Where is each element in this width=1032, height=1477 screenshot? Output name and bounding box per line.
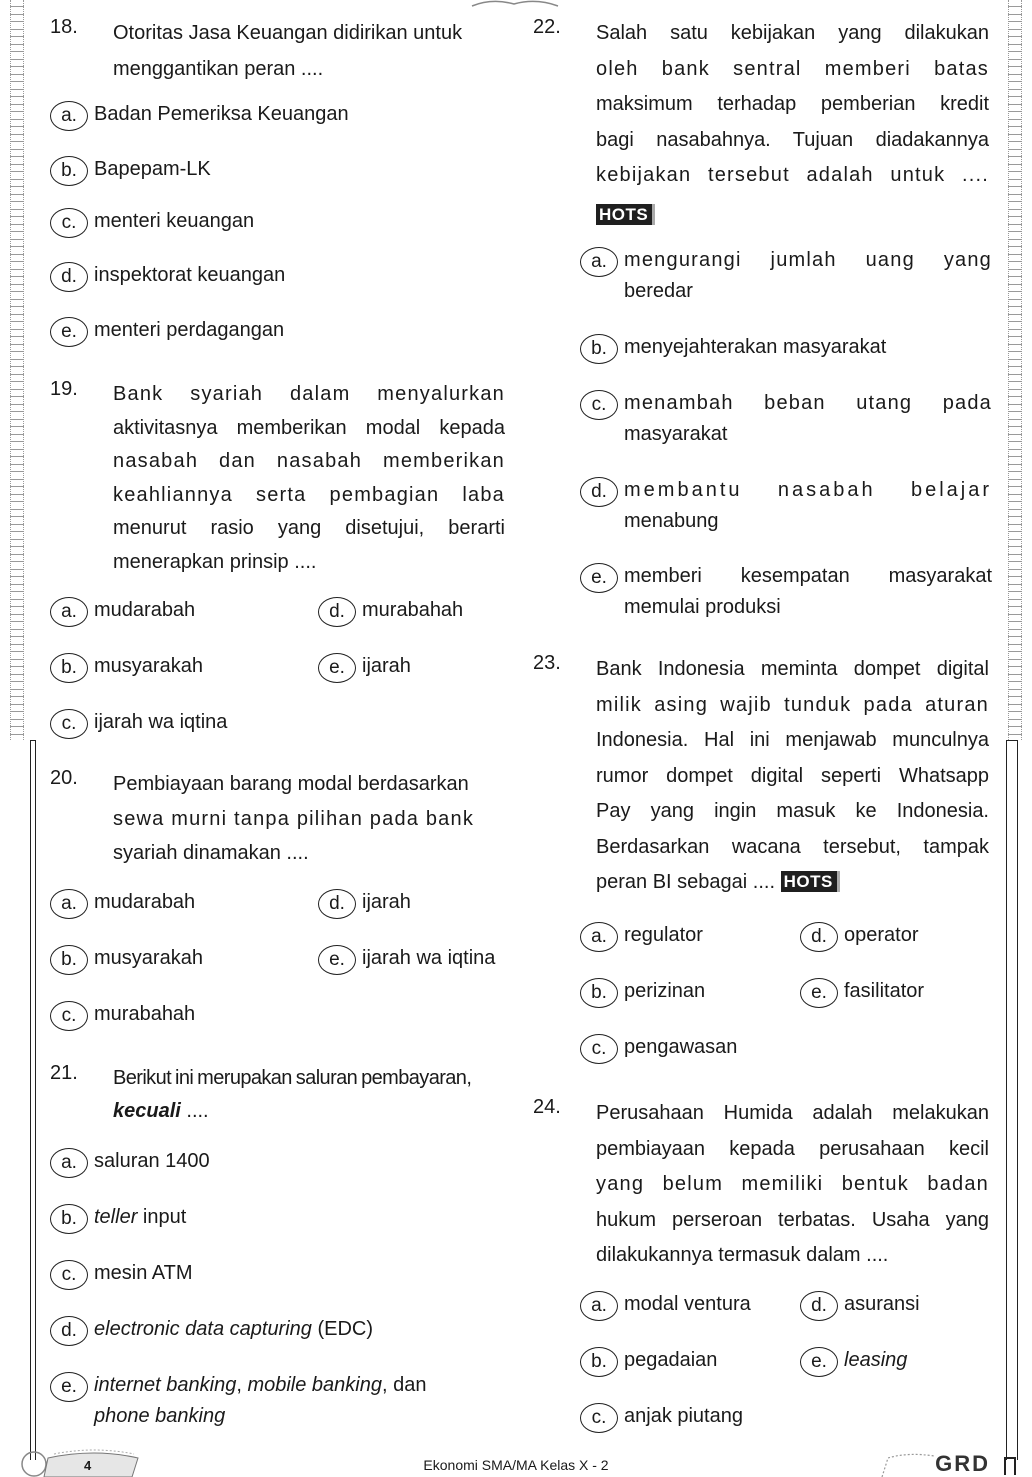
option-letter: a. (50, 889, 88, 919)
stem-line: Pay yang ingin masuk ke Indonesia. (596, 800, 989, 822)
option-text-sep: , dan (381, 1374, 427, 1396)
option-21a[interactable] (50, 1150, 460, 1178)
option-letter: e. (318, 945, 356, 975)
footer-decoration-right (878, 1452, 938, 1477)
option-20d[interactable] (318, 891, 508, 919)
option-22d[interactable] (580, 479, 992, 537)
question-number: 23. (533, 652, 561, 674)
stem-line: maksimum terhadap pemberian kredit (596, 93, 989, 115)
option-letter: e. (318, 653, 356, 683)
question-stem (596, 16, 989, 233)
page-border-right (1008, 0, 1022, 740)
option-letter: e. (50, 317, 88, 347)
stem-line: nasabah dan nasabah memberikan (113, 450, 505, 472)
bookmark-icon (1004, 1457, 1016, 1475)
option-letter: c. (580, 1034, 618, 1064)
stem-line: pembiayaan kepada perusahaan kecil (596, 1137, 989, 1160)
option-letter: a. (50, 1148, 88, 1178)
option-19d[interactable] (318, 599, 498, 627)
option-20c[interactable] (50, 1003, 460, 1031)
top-arc-decoration (470, 0, 560, 8)
option-text: mudarabah (94, 891, 196, 913)
option-letter: c. (50, 709, 88, 739)
option-text: Bapepam-LK (94, 158, 211, 180)
option-line: memberi kesempatan masyarakat (624, 565, 992, 587)
stem-line (113, 1095, 505, 1128)
stem-line: hukum perseroan terbatas. Usaha yang (596, 1208, 989, 1231)
option-line: mengurangi jumlah uang yang (624, 249, 992, 271)
stem-line: bagi nasabahnya. Tujuan diadakannya (596, 128, 989, 151)
stem-line: rumor dompet digital seperti Whatsapp (596, 764, 989, 787)
option-letter: b. (50, 653, 88, 683)
option-letter: c. (50, 208, 88, 238)
footer-book-title: Ekonomi SMA/MA Kelas X - 2 (423, 1457, 609, 1473)
question-stem (113, 378, 505, 579)
option-text: murabahah (94, 1003, 196, 1025)
stem-line: kebijakan tersebut adalah untuk .... (596, 164, 989, 186)
option-text: mudarabah (94, 599, 196, 621)
stem-line: Indonesia. Hal ini menjawab munculnya (596, 729, 989, 751)
option-24d[interactable] (800, 1293, 990, 1321)
option-21e[interactable] (50, 1374, 460, 1432)
stem-line: menurut rasio yang disetujui, berarti (113, 517, 505, 539)
option-line: menabung (624, 510, 719, 532)
option-23a[interactable] (580, 924, 780, 952)
option-text: saluran 1400 (94, 1150, 210, 1172)
option-letter: a. (50, 597, 88, 627)
stem-line: menggantikan peran .... (113, 57, 324, 80)
option-line: memulai produksi (624, 596, 781, 618)
stem-line: Otoritas Jasa Keuangan didirikan untuk (113, 22, 463, 44)
question-stem (113, 16, 505, 87)
option-text: mesin ATM (94, 1262, 193, 1284)
option-letter: a. (50, 101, 88, 131)
option-24b[interactable] (580, 1349, 790, 1377)
stem-line: syariah dinamakan .... (113, 842, 309, 864)
option-letter: d. (800, 922, 838, 952)
option-22c[interactable] (580, 392, 992, 450)
stem-line: milik asing wajib tunduk pada aturan (596, 693, 989, 716)
question-stem (596, 652, 989, 901)
page-border-left (10, 0, 24, 740)
option-letter: b. (50, 945, 88, 975)
option-text-italic: teller (94, 1206, 138, 1228)
question-stem (596, 1096, 989, 1274)
hots-badge: HOTS (781, 871, 840, 892)
stem-line: Perusahaan Humida adalah melakukan (596, 1102, 989, 1124)
option-text: anjak piutang (624, 1405, 743, 1427)
stem-line: keahliannya serta pembagian laba (113, 483, 505, 506)
frame-line-left (30, 740, 36, 1460)
question-number: 19. (50, 378, 78, 400)
option-letter: a. (580, 922, 618, 952)
option-text: ijarah wa iqtina (94, 711, 228, 733)
option-22e[interactable] (580, 565, 992, 623)
option-text: modal ventura (624, 1293, 751, 1315)
option-text (624, 245, 992, 307)
option-20e[interactable] (318, 947, 518, 975)
stem-line: yang belum memiliki bentuk badan (596, 1173, 989, 1195)
question-number: 20. (50, 767, 78, 789)
option-letter: b. (580, 978, 618, 1008)
option-letter: d. (800, 1291, 838, 1321)
option-letter: a. (580, 247, 618, 277)
option-text-sep: , (236, 1374, 248, 1396)
option-letter: c. (50, 1260, 88, 1290)
brand-logo: GRD (935, 1451, 990, 1476)
option-text: inspektorat keuangan (94, 264, 286, 286)
option-text: Badan Pemeriksa Keuangan (94, 103, 349, 125)
option-text: murabahah (362, 599, 464, 621)
option-text: menteri perdagangan (94, 319, 285, 341)
option-text: perizinan (624, 980, 706, 1002)
stem-line: Salah satu kebijakan yang dilakukan (596, 22, 989, 44)
option-text: menyejahterakan masyarakat (624, 336, 887, 358)
option-line: masyarakat (624, 423, 728, 445)
option-line: menambah beban utang pada (624, 392, 992, 414)
option-text: musyarakah (94, 947, 203, 969)
option-text (624, 561, 992, 623)
option-text: musyarakah (94, 655, 203, 677)
option-text: regulator (624, 924, 703, 946)
option-18d[interactable] (50, 264, 460, 292)
option-text (624, 475, 992, 537)
option-text-italic: electronic data capturing (94, 1318, 312, 1340)
question-number: 24. (533, 1096, 561, 1118)
option-line: beredar (624, 280, 693, 302)
stem-line: aktivitasnya memberikan modal kepada (113, 416, 505, 439)
option-letter: e. (50, 1372, 88, 1402)
option-letter: d. (580, 477, 618, 507)
option-23b[interactable] (580, 980, 780, 1008)
option-24e[interactable] (800, 1349, 990, 1377)
option-18e[interactable] (50, 319, 460, 347)
page-number: 4 (84, 1458, 92, 1473)
option-text (94, 1370, 426, 1432)
option-23c[interactable] (580, 1036, 780, 1064)
option-22a[interactable] (580, 249, 992, 307)
stem-line: oleh bank sentral memberi batas (596, 57, 989, 80)
stem-line: Bank syariah dalam menyalurkan (113, 383, 505, 405)
option-letter: b. (580, 334, 618, 364)
option-line: membantu nasabah belajar (624, 479, 992, 501)
option-letter: b. (50, 156, 88, 186)
option-text: asuransi (844, 1293, 920, 1315)
option-letter: e. (580, 563, 618, 593)
option-letter: e. (800, 978, 838, 1008)
option-text: menteri keuangan (94, 210, 255, 232)
hots-line (596, 198, 989, 234)
option-letter: d. (318, 597, 356, 627)
option-letter: e. (800, 1347, 838, 1377)
stem-line: menerapkan prinsip .... (113, 550, 317, 573)
option-letter: c. (580, 1403, 618, 1433)
question-number: 22. (533, 16, 561, 38)
option-21c[interactable] (50, 1262, 460, 1290)
option-23e[interactable] (800, 980, 990, 1008)
option-text (624, 388, 992, 450)
option-letter: c. (580, 390, 618, 420)
option-letter: b. (580, 1347, 618, 1377)
option-text: ijarah (362, 655, 411, 677)
option-18c[interactable] (50, 210, 460, 238)
option-letter: c. (50, 1001, 88, 1031)
option-letter: d. (50, 262, 88, 292)
stem-line (596, 865, 989, 901)
stem-line: Berikut ini merupakan saluran pembayaran, (113, 1067, 472, 1089)
stem-text: peran BI sebagai .... (596, 871, 776, 893)
option-text: pengawasan (624, 1036, 738, 1058)
option-24c[interactable] (580, 1405, 790, 1433)
question-number: 21. (50, 1062, 78, 1084)
option-21d[interactable] (50, 1318, 460, 1346)
stem-dots: .... (180, 1100, 209, 1122)
option-text: ijarah (362, 891, 411, 913)
stem-line: Bank Indonesia meminta dompet digital (596, 658, 989, 680)
stem-line: Berdasarkan wacana tersebut, tampak (596, 835, 989, 858)
question-stem (113, 767, 505, 871)
option-text: ijarah wa iqtina (362, 947, 496, 969)
option-letter: b. (50, 1204, 88, 1234)
stem-line: Pembiayaan barang modal berdasarkan (113, 773, 469, 795)
option-22b[interactable] (580, 336, 992, 364)
option-text-rest: (EDC) (311, 1318, 374, 1340)
stem-line: dilakukannya termasuk dalam .... (596, 1244, 889, 1266)
hots-badge: HOTS (596, 204, 655, 225)
option-text (94, 1202, 186, 1233)
option-text-rest: input (137, 1206, 187, 1228)
option-text: leasing (844, 1349, 908, 1371)
option-18a[interactable] (50, 103, 460, 131)
option-21b[interactable] (50, 1206, 460, 1234)
option-text: pegadaian (624, 1349, 718, 1371)
option-19e[interactable] (318, 655, 498, 683)
option-text: fasilitator (844, 980, 925, 1002)
option-text-italic: mobile banking (247, 1374, 382, 1396)
question-number: 18. (50, 16, 78, 38)
option-text-italic: phone banking (94, 1405, 226, 1427)
option-18b[interactable] (50, 158, 460, 186)
option-letter: a. (580, 1291, 618, 1321)
stem-emphasis: kecuali (113, 1100, 181, 1122)
stem-line: sewa murni tanpa pilihan pada bank (113, 807, 475, 830)
option-19c[interactable] (50, 711, 460, 739)
option-23d[interactable] (800, 924, 990, 952)
question-stem (113, 1062, 505, 1128)
frame-line-right (1006, 740, 1018, 1460)
option-letter: d. (50, 1316, 88, 1346)
option-letter: d. (318, 889, 356, 919)
option-text-italic: internet banking (94, 1374, 237, 1396)
option-text (94, 1314, 373, 1345)
option-text: operator (844, 924, 919, 946)
option-24a[interactable] (580, 1293, 790, 1321)
